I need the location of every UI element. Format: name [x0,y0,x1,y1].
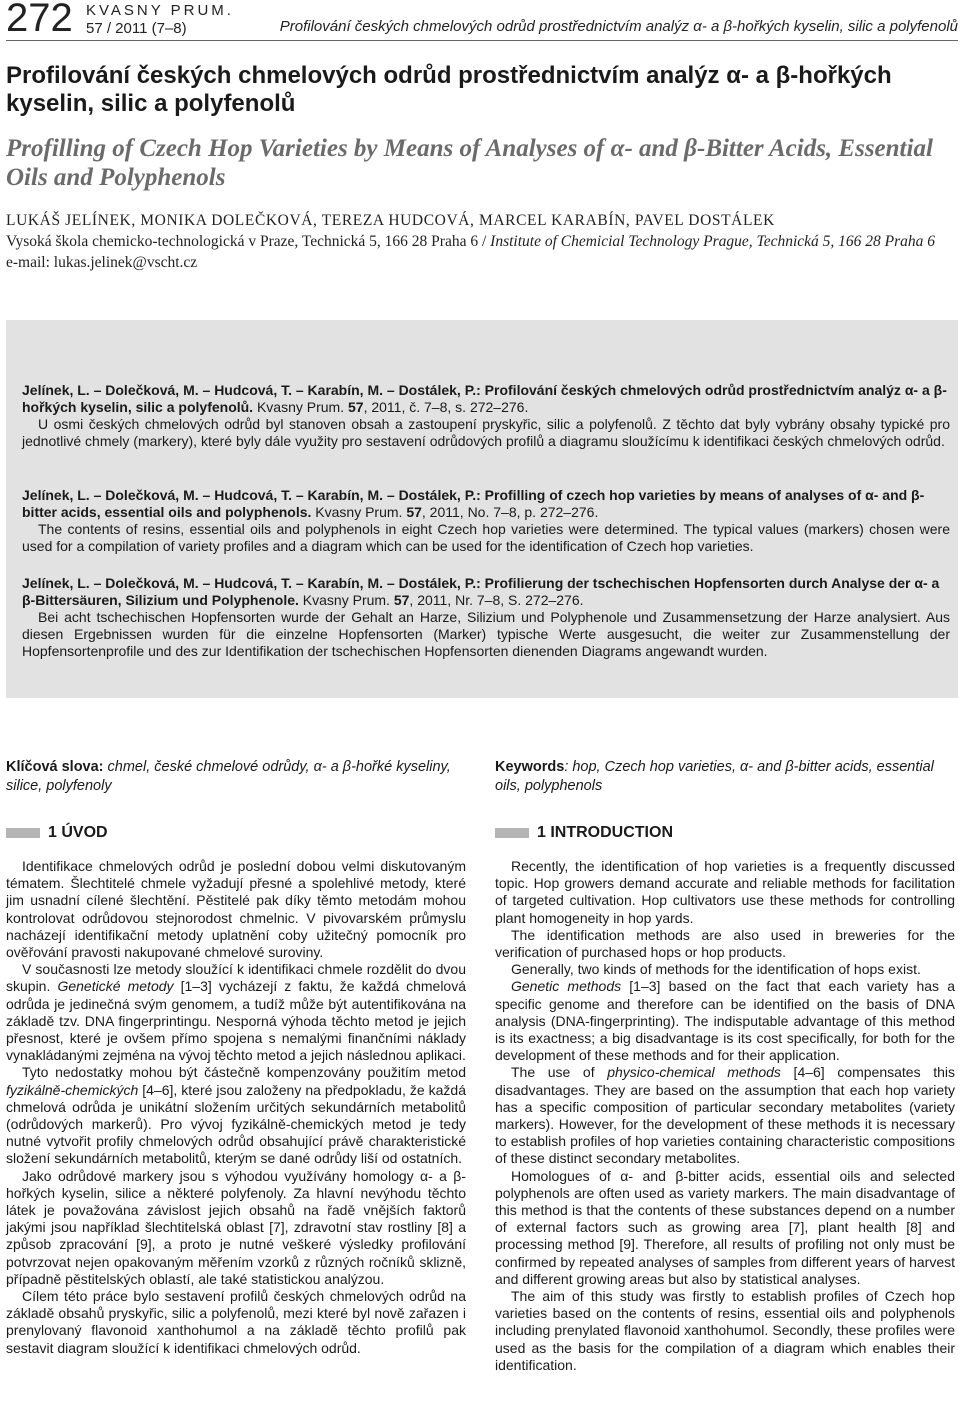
page-number: 272 [6,0,73,40]
running-title: Profilování českých chmelových odrůd prostřednictvím analýz α- a β-hořkých kyselin, silic a polyfenolů [279,18,958,35]
abstract-citation: Jelínek, L. – Dolečková, M. – Hudcová, T. – Karabín, M. – Dostálek, P.: Profilování českých chmelových odrůd prostřednictvím analýz α- a β-hořkých kyselin, silic a polyfenolů. [22,382,947,415]
paragraph: Jako odrůdové markery jsou s výhodou využívány homology α- a β-hořkých kyselin, silice a některé polyfenoly. Za hlavní nevýhodu těchto látek je považována závislost jejich obsahů na řadě vnějších faktorů jakými jsou například šlechtitelská oblast [7], zdravotní stav rostliny [8] a způsob zpracování [9], a proto je nutné veškeré výsledky profilování potvrzovat nejen opakovaným měřením vzorků z různých ročníků sklizně, případně pěstitelských oblastí, ale také statistickou analýzou. [6,1167,466,1287]
paragraph: The aim of this study was firstly to establish profiles of Czech hop varieties based on the contents of resins, essential oils and polyphenols including prenylated flavonoid xanthohumol. Secondly, these profiles were used as the basis for the compilation of a diagram which enables their identification. [495,1288,955,1373]
abstract-german [22,575,950,660]
paragraph: Recently, the identification of hop varieties is a frequently discussed topic. Hop growers demand accurate and reliable methods for facilitation of targeted cultivation. Hop cultivators use these methods for controlling plant homogeneity in hop yards. [495,858,955,926]
section-heading-english: 1 INTRODUCTION [495,824,673,846]
abstract-citation: Jelínek, L. – Dolečková, M. – Hudcová, T. – Karabín, M. – Dostálek, P.: Profilierung der tschechischen Hopfensorten durch Analyse der α- a β-Bittersäuren, Silizium und Polyphenole. [22,575,940,608]
abstract-reference: Kvasny Prum. 57, 2011, No. 7–8, p. 272–276. [311,504,599,520]
paragraph: The identification methods are also used in breweries for the verification of purchased hops or hop products. [495,926,955,961]
abstract-text: The contents of resins, essential oils and polyphenols in eight Czech hop varieties were determined. The typical values (markers) chosen were used for a compilation of variety profiles and a diagram which can be used for the identification of Czech hop varieties. [22,521,950,554]
paragraph: Identifikace chmelových odrůd je poslední dobou velmi diskutovaným tématem. Šlechtitelé chmele vyžadují přesné a spolehlivé metody, které jim usnadní cílené šlechtění. Pěstitelé pak díky těmto metodám mohou kontrolovat odrůdovou stejnorodost chmelnic. V pivovarském průmyslu nacházejí identifikační metody uplatnění coby užitečný pomocník pro ověřování pravosti nakupované chmelové suroviny. [6,858,466,961]
abstract-citation: Jelínek, L. – Dolečková, M. – Hudcová, T. – Karabín, M. – Dostálek, P.: Profilling of czech hop varieties by means of analyses of α- and β-bitter acids, essential oils and polyphenols. [22,487,925,520]
abstract-box [6,320,958,698]
body-column-czech [6,858,466,1357]
affiliation-english: Institute of Chemicial Technology Prague, Technická 5, 166 28 Praha 6 [490,233,936,250]
keywords-czech: Klíčová slova: chmel, české chmelové odrůdy, α- a β-hořké kyseliny, silice, polyfenoly [6,759,451,794]
paragraph: Generally, two kinds of methods for the identification of hops exist. [511,961,921,978]
abstract-text: U osmi českých chmelových odrůd byl stanoven obsah a zastoupení pryskyřic, silic a polyfenolů. Z těchto dat byly vybrány obsahy typické pro jednotlivé chmely (markery), které byly dále využity pro sestavení odrůdových profilů a diagramu sloužícímu k identifikaci českých chmelových odrůd. [22,416,950,449]
author-block [6,210,956,273]
paragraph: The use of physico-chemical methods [4–6] compensates this disadvantages. They are based on the assumption that each hop variety has a specific composition of particular secondary metabolites (variety markers). However, for the development of these methods it is necessary to establish profiles of hop varieties containing characteristic compositions of these distinct secondary metabolites. [495,1064,955,1167]
author-email: e-mail: lukas.jelinek@vscht.cz [6,254,198,271]
abstract-text: Bei acht tschechischen Hopfensorten wurde der Gehalt an Harze, Silizium und Polyphenole und Zusammensetzung der Harze analysiert. Aus diesen Ergebnissen wurden für die einzelne Hopfensorten (Marker) typische Werte ausgesucht, die weiter zur Zusammenstellung der Hopfensortenprofile und des zur Identifikation der tschechischen Hopfensorten dienenden Diagrams angewandt wurden. [22,609,950,659]
abstract-czech [22,382,950,450]
page-header [6,0,958,41]
abstract-english [22,487,950,555]
paragraph: Homologues of α- and β-bitter acids, essential oils and selected polyphenols are often used as variety markers. The main disadvantage of this method is that the contents of these substances depend on a number of external factors such as growing area [7], plant health [8] and processing method [9]. Therefore, all results of profiling not only must be confirmed by repeated analyses of samples from different years of harvest and different growing areas but also by statistical analyses. [495,1167,955,1287]
paragraph: Genetic methods [1–3] based on the fact that each variety has a specific genome and therefore can be identified on the basis of DNA analysis (DNA-fingerprinting). The indisputable advantage of this method is its exactness; a big disadvantage is its cost specifically, for both for the development of these methods and for their application. [495,978,955,1064]
author-list: LUKÁŠ JELÍNEK, MONIKA DOLEČKOVÁ, TEREZA HUDCOVÁ, MARCEL KARABÍN, PAVEL DOSTÁLEK [6,212,775,229]
paragraph: Cílem této práce bylo sestavení profilů českých chmelových odrůd na základě obsahů pryskyřic, silic a polyfenolů, mezi které byl nově zařazen i prenylovaný flavonoid xanthohumol a na základě těchto profilů pak sestavit diagram sloužící k identifikaci chmelových odrůd. [6,1288,466,1356]
abstract-reference: Kvasny Prum. 57, 2011, Nr. 7–8, S. 272–276. [298,592,584,608]
paragraph: V současnosti lze metody sloužící k identifikaci chmele rozdělit do dvou skupin. Genetické metody [1–3] vycházejí z faktu, že každá chmelová odrůda je jedinečná svým genomem, a tudíž může být autentifikována na základě tzv. DNA fingerprintingu. Nesporná výhoda těchto metod je jejich přesnost, které je ovšem přímo spojena s nemalými finančními náklady vynakládanými zejména na vývoj těchto metod a jejich následnou aplikaci. [6,961,467,1064]
keywords-english: Keywords: hop, Czech hop varieties, α- and β-bitter acids, essential oils, polyphenols [495,759,934,794]
section-heading-czech: 1 ÚVOD [6,824,108,846]
abstract-reference: Kvasny Prum. 57, 2011, č. 7–8, s. 272–276. [253,399,529,415]
article-title-czech: Profilování českých chmelových odrůd prostřednictvím analýz α- a β-hořkých kyselin, silic a polyfenolů [6,62,892,117]
article-title-english: Profilling of Czech Hop Varieties by Means of Analyses of α- and β-Bitter Acids, Essential Oils and Polyphenols [6,135,933,191]
section-marker [495,828,529,838]
journal-name: KVASNY PRUM. [86,2,234,19]
section-marker [6,828,40,838]
paragraph: Tyto nedostatky mohou být částečně kompenzovány použitím metod fyzikálně-chemických [4–6], které jsou založeny na předpokladu, že každá chmelová odrůda je unikátní složením určitých sekundárních metabolitů (odrůdových markerů). Pro vývoj fyzikálně-chemických metod je tedy nutné vytvořit profily chmelových odrůd obsahující právě charakteristické složení sekundárních metabolitů, kterým se dané odrůdy liší od ostatních. [6,1064,466,1167]
body-column-english [495,858,955,1374]
affiliation-czech: Vysoká škola chemicko-technologická v Praze, Technická 5, 166 28 Praha 6 / [6,233,491,250]
affiliation [6,231,956,252]
issue-number: 57 / 2011 (7–8) [86,20,187,37]
